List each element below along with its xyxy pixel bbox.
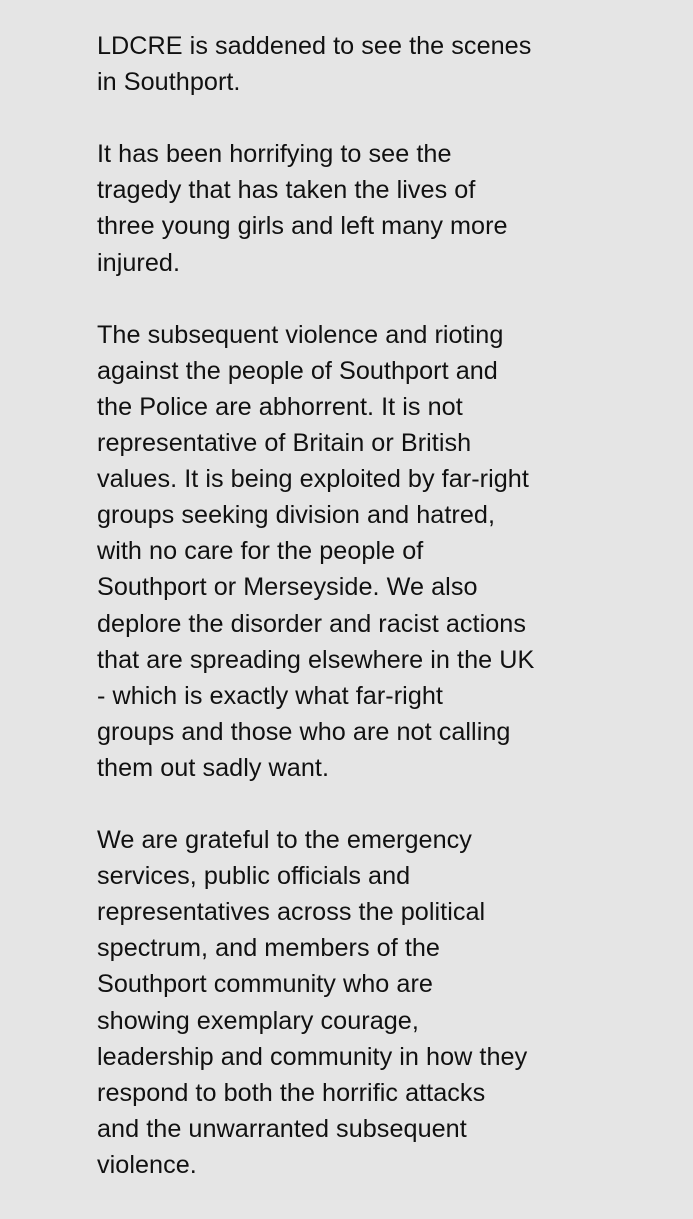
text-line: tragedy that has taken the lives of <box>97 176 476 205</box>
text-line: deplore the disorder and racist actions <box>97 609 526 638</box>
text-line: three young girls and left many more <box>97 212 508 241</box>
text-line: LDCRE is saddened to see the scenes <box>97 32 532 60</box>
paragraph-opening <box>97 28 672 100</box>
text-line: with no care for the people of <box>97 537 424 566</box>
text-line: them out sadly want. <box>97 753 330 782</box>
text-line: Southport or Merseyside. We also <box>97 573 478 602</box>
text-line: in Southport. <box>97 68 241 97</box>
text-line: groups seeking division and hatred, <box>97 501 496 530</box>
text-line: Southport community who are <box>97 970 433 999</box>
text-line: The subsequent violence and rioting <box>97 320 504 349</box>
paragraph-tragedy <box>97 136 672 280</box>
text-line: representatives across the political <box>97 898 486 927</box>
statement-text <box>97 28 672 1219</box>
text-line: services, public officials and <box>97 862 411 891</box>
text-line: against the people of Southport and <box>97 356 498 385</box>
text-line: leadership and community in how they <box>97 1042 528 1071</box>
text-line: and the unwarranted subsequent <box>97 1114 467 1143</box>
text-line: the Police are abhorrent. It is not <box>97 392 463 421</box>
text-line: violence. <box>97 1150 197 1179</box>
text-line: We are grateful to the emergency <box>97 826 472 855</box>
paragraph-violence <box>97 317 672 786</box>
text-line: groups and those who are not calling <box>97 717 511 746</box>
text-line: - which is exactly what far-right <box>97 681 443 710</box>
text-line: showing exemplary courage, <box>97 1006 419 1035</box>
text-line: representative of Britain or British <box>97 429 472 458</box>
text-line: It has been horrifying to see the <box>97 140 452 169</box>
text-line: injured. <box>97 248 181 277</box>
text-line: respond to both the horrific attacks <box>97 1078 486 1107</box>
text-line: that are spreading elsewhere in the UK <box>97 645 535 674</box>
text-line: values. It is being exploited by far-right <box>97 465 529 494</box>
paragraph-gratitude <box>97 822 672 1183</box>
text-line: spectrum, and members of the <box>97 934 440 963</box>
